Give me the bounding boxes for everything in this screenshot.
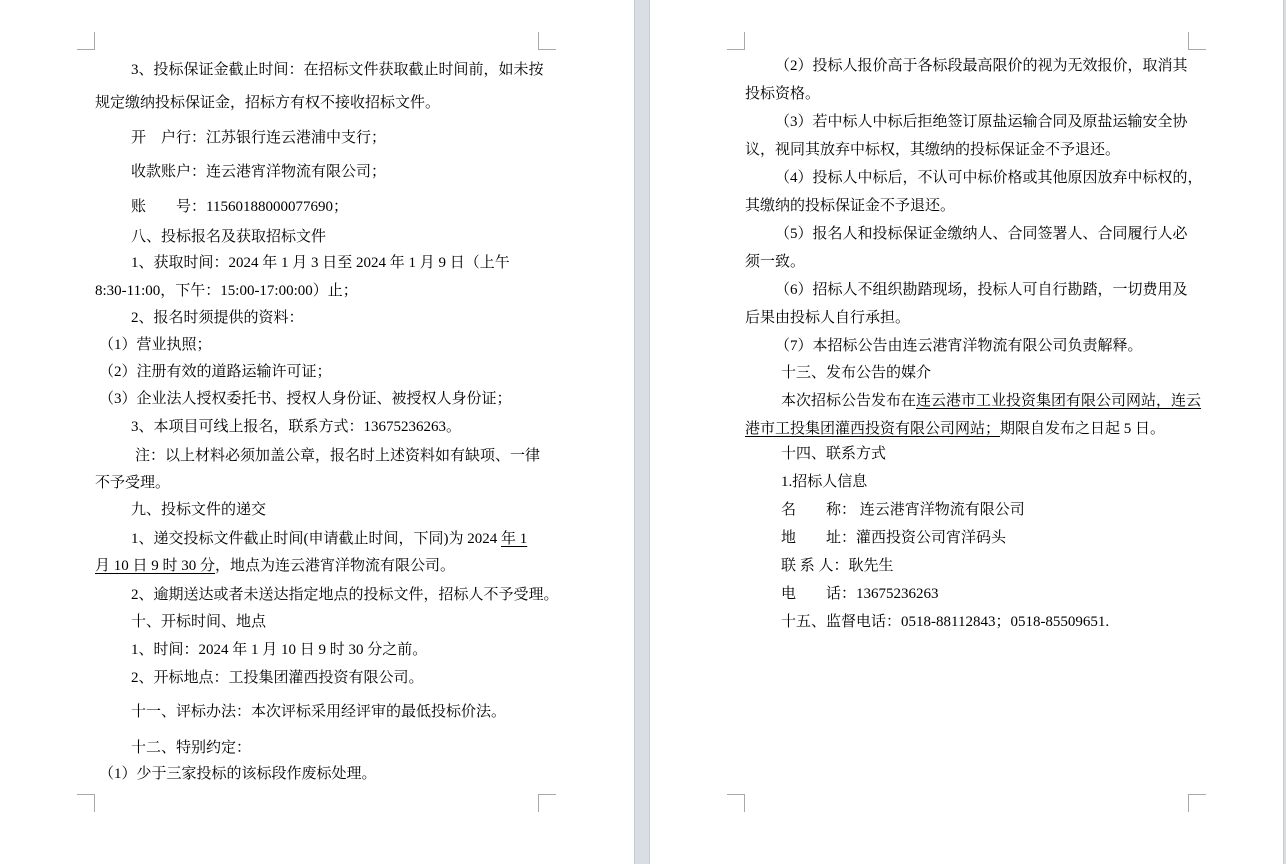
- text-segment: （3）若中标人中标后拒绝签订原盐运输合同及原盐运输安全协: [775, 114, 1188, 130]
- text-segment: 十一、评标办法：本次评标采用经评审的最低投标价法。: [131, 704, 507, 720]
- text-segment: 十四、联系方式: [781, 446, 887, 462]
- text-line: [131, 253, 510, 273]
- text-line: [131, 128, 386, 148]
- text-segment: 十、开标时间、地点: [131, 614, 267, 630]
- text-segment: 8:30-11:00，下午：15:00-17:00:00）止；: [95, 283, 358, 299]
- text-segment: 其缴纳的投标保证金不予退还。: [745, 198, 956, 214]
- text-line: [131, 668, 424, 688]
- text-line: [781, 584, 939, 604]
- margin-crop-mark-bottom-right: [1188, 794, 1206, 812]
- page-gutter: [634, 0, 650, 864]
- text-line: [131, 640, 427, 660]
- text-segment: 2、开标地点：工投集团灌西投资有限公司。: [131, 670, 424, 686]
- text-line: [745, 84, 820, 104]
- text-segment: 联 系 人：耿先生: [781, 558, 894, 574]
- text-segment: 账 号：11560188000077690；: [131, 199, 348, 215]
- text-segment: （1）少于三家投标的该标段作废标处理。: [99, 766, 377, 782]
- text-segment: 开 户行：江苏银行连云港浦中支行；: [131, 130, 387, 146]
- text-line: [745, 308, 910, 328]
- page-2-text-area: [745, 50, 1203, 794]
- text-line: [781, 472, 867, 492]
- text-line: [95, 473, 170, 493]
- text-segment: （7）本招标公告由连云港宵洋物流有限公司负责解释。: [775, 338, 1143, 354]
- underlined-text-segment: 月 10 日 9 时 30 分: [95, 558, 216, 574]
- text-line: [781, 500, 1025, 520]
- text-line: [745, 140, 1120, 160]
- text-line: [131, 308, 304, 328]
- text-segment: （2）投标人报价高于各标段最高限价的视为无效报价，取消其: [775, 58, 1188, 74]
- text-segment: （3）企业法人授权委托书、授权人身份证、被授权人身份证；: [99, 391, 512, 407]
- text-line: [95, 556, 455, 576]
- text-segment: 名 称： 连云港宵洋物流有限公司: [781, 502, 1025, 518]
- text-line: [781, 391, 1201, 411]
- text-line: [781, 528, 1006, 548]
- text-line: [99, 389, 512, 409]
- text-segment: 十三、发布公告的媒介: [781, 365, 932, 381]
- text-line: [131, 585, 559, 605]
- underlined-text-segment: 港市工投集团灌西投资有限公司网站；: [745, 421, 1001, 437]
- underlined-text-segment: 连云港市工业投资集团有限公司网站，连云: [916, 393, 1202, 409]
- text-segment: 电 话：13675236263: [781, 586, 939, 602]
- text-line: [131, 529, 527, 549]
- text-line: [131, 197, 348, 217]
- margin-crop-mark-bottom-left: [77, 794, 95, 812]
- underlined-text-segment: 年 1: [501, 531, 528, 547]
- document-page-2[interactable]: [650, 0, 1283, 864]
- text-segment: （4）投标人中标后，不认可中标价格或其他原因放弃中标权的，: [775, 170, 1203, 186]
- text-segment: 地 址：灌西投资公司宵洋码头: [781, 530, 1007, 546]
- text-line: [775, 112, 1188, 132]
- margin-crop-mark-top-right: [1188, 32, 1206, 50]
- text-segment: 投标资格。: [745, 86, 821, 102]
- text-segment: 须一致。: [745, 254, 806, 270]
- text-segment: 十二、特别约定：: [131, 740, 252, 756]
- text-segment: 1、获取时间：2024 年 1 月 3 日至 2024 年 1 月 9 日（上午: [131, 255, 510, 271]
- text-line: [781, 444, 886, 464]
- text-segment: 3、本项目可线上报名，联系方式：13675236263。: [131, 419, 462, 435]
- text-line: [131, 500, 266, 520]
- text-line: [99, 764, 377, 784]
- text-line: [131, 738, 251, 758]
- text-line: [99, 335, 212, 355]
- document-page-1[interactable]: [0, 0, 634, 864]
- text-segment: 收款账户：连云港宵洋物流有限公司；: [131, 164, 387, 180]
- text-line: [775, 336, 1143, 356]
- page-1-text-area: [95, 50, 559, 794]
- text-line: [745, 419, 1165, 439]
- text-segment: 2、逾期送达或者未送达指定地点的投标文件，招标人不予受理。: [131, 587, 559, 603]
- text-line: [775, 56, 1188, 76]
- margin-crop-mark-top-left: [77, 32, 95, 50]
- text-segment: （6）招标人不组织勘踏现场，投标人可自行勘踏，一切费用及: [775, 282, 1188, 298]
- text-line: [745, 196, 955, 216]
- text-line: [95, 93, 440, 113]
- text-line: [95, 281, 358, 301]
- text-line: [775, 280, 1188, 300]
- text-segment: 注：以上材料必须加盖公章，报名时上述资料如有缺项、一律: [135, 448, 541, 464]
- text-segment: 本次招标公告发布在: [781, 393, 917, 409]
- text-line: [775, 224, 1188, 244]
- text-segment: 期限自发布之日起 5 日。: [1000, 421, 1166, 437]
- text-line: [99, 362, 332, 382]
- text-segment: ，地点为连云港宵洋物流有限公司。: [215, 558, 456, 574]
- text-line: [131, 162, 386, 182]
- text-segment: 2、报名时须提供的资料：: [131, 310, 304, 326]
- text-line: [135, 446, 540, 466]
- text-line: [131, 702, 506, 722]
- text-segment: 九、投标文件的递交: [131, 502, 267, 518]
- text-line: [775, 168, 1203, 188]
- text-line: [781, 556, 894, 576]
- margin-crop-mark-top-right: [538, 32, 556, 50]
- margin-crop-mark-top-left: [727, 32, 745, 50]
- text-segment: 议，视同其放弃中标权，其缴纳的投标保证金不予退还。: [745, 142, 1121, 158]
- text-segment: 规定缴纳投标保证金，招标方有权不接收招标文件。: [95, 95, 441, 111]
- text-segment: （5）报名人和投标保证金缴纳人、合同签署人、合同履行人必: [775, 226, 1188, 242]
- text-line: [131, 417, 461, 437]
- text-segment: 不予受理。: [95, 475, 171, 491]
- text-line: [781, 363, 931, 383]
- text-line: [131, 60, 544, 80]
- margin-crop-mark-bottom-left: [727, 794, 745, 812]
- text-line: [131, 612, 266, 632]
- text-segment: 后果由投标人自行承担。: [745, 310, 911, 326]
- text-segment: 1.招标人信息: [781, 474, 868, 490]
- margin-crop-mark-bottom-right: [538, 794, 556, 812]
- text-line: [131, 227, 326, 247]
- text-segment: （1）营业执照；: [99, 337, 212, 353]
- text-line: [745, 252, 805, 272]
- text-segment: 十五、监督电话：0518-88112843；0518-85509651.: [781, 614, 1110, 630]
- text-segment: （2）注册有效的道路运输许可证；: [99, 364, 332, 380]
- text-segment: 3、投标保证金截止时间：在招标文件获取截止时间前，如未按: [131, 62, 544, 78]
- text-segment: 八、投标报名及获取招标文件: [131, 229, 327, 245]
- text-segment: 1、时间：2024 年 1 月 10 日 9 时 30 分之前。: [131, 642, 428, 658]
- text-segment: 1、递交投标文件截止时间(申请截止时间，下同)为 2024: [131, 531, 501, 547]
- text-line: [781, 612, 1109, 632]
